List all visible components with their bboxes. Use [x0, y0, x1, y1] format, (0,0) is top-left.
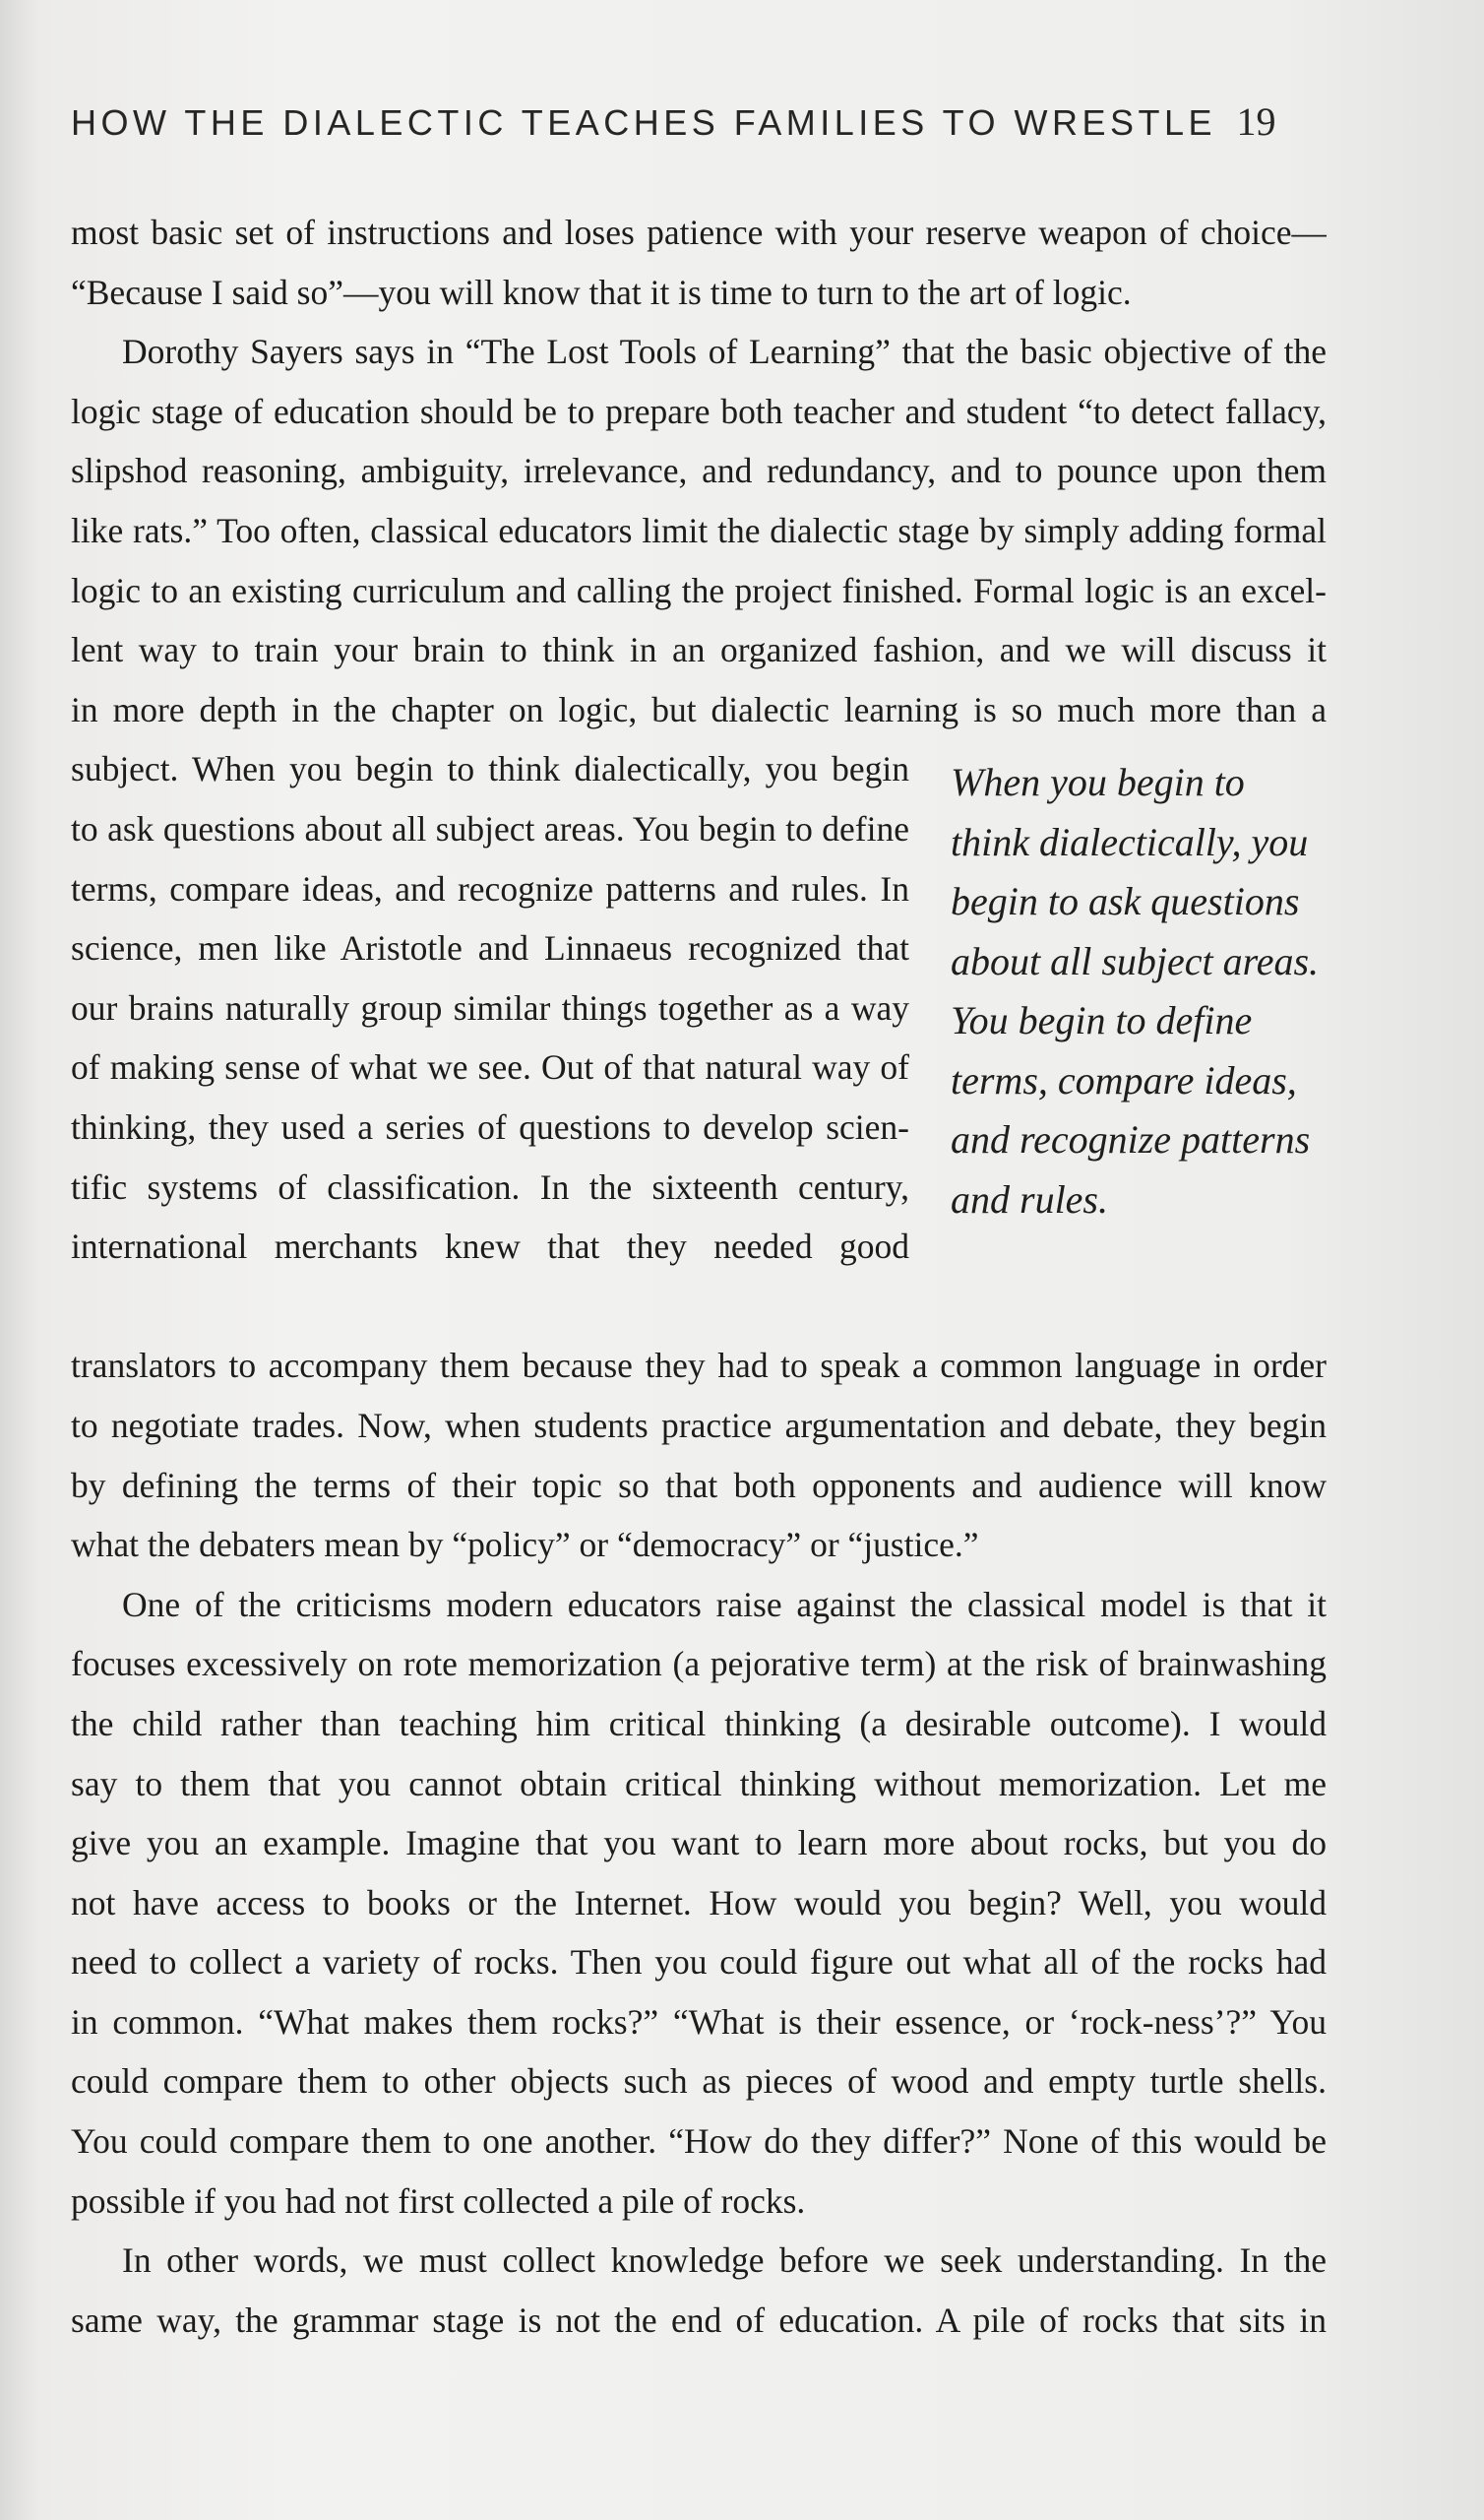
pull-quote-line: and rules.	[951, 1176, 1108, 1222]
text-line: our brains naturally group similar things together as a way	[71, 987, 909, 1028]
text-line: subject. When you begin to think dialectically, you begin	[71, 749, 909, 789]
text-line: like rats.” Too often, classical educators limit the dialectic stage by simply adding formal	[71, 510, 1327, 550]
text-line: Dorothy Sayers says in “The Lost Tools of Learning” that the basic objective of the	[122, 332, 1327, 372]
pull-quote-line: think dialectically, you	[951, 819, 1309, 864]
pull-quote	[951, 753, 1344, 1229]
text-line: the child rather than teaching him critical thinking (a desirable outcome). I would	[71, 1703, 1327, 1743]
text-line: of making sense of what we see. Out of that natural way of	[71, 1047, 909, 1088]
text-line: need to collect a variety of rocks. Then you could figure out what all of the rocks had	[71, 1942, 1327, 1983]
text-line: international merchants knew that they needed good	[71, 1227, 909, 1267]
text-line: by defining the terms of their topic so that both opponents and audience will know	[71, 1465, 1327, 1505]
wrapped-column	[71, 739, 909, 1276]
text-wrap-region	[71, 739, 1327, 1336]
pull-quote-line: about all subject areas.	[951, 938, 1320, 983]
text-line: science, men like Aristotle and Linnaeus recognized that	[71, 928, 909, 969]
text-line: not have access to books or the Internet. How would you begin? Well, you would	[71, 1882, 1327, 1922]
text-line: possible if you had not first collected a pile of rocks.	[71, 2180, 806, 2221]
body-text	[71, 203, 1327, 2350]
paragraph-4	[71, 2231, 1327, 2350]
text-line: You could compare them to one another. “How do they differ?” None of this would be	[71, 2121, 1327, 2162]
text-line: slipshod reasoning, ambiguity, irrelevance, and redundancy, and to pounce upon them	[71, 451, 1327, 491]
text-line: say to them that you cannot obtain critical thinking without memorization. Let me	[71, 1763, 1327, 1803]
text-line: logic stage of education should be to prepare both teacher and student “to detect fallacy,	[71, 391, 1327, 431]
pull-quote-line: and recognize patterns	[951, 1117, 1311, 1163]
text-line: lent way to train your brain to think in an organized fashion, and we will discuss it	[71, 630, 1327, 670]
text-line: what the debaters mean by “policy” or “democracy” or “justice.”	[71, 1525, 979, 1565]
text-line: same way, the grammar stage is not the end of education. A pile of rocks that sits in	[71, 2300, 1327, 2340]
text-line: thinking, they used a series of questions to develop scien-	[71, 1106, 909, 1147]
paragraph-1	[71, 203, 1327, 322]
text-line: terms, compare ideas, and recognize patterns and rules. In	[71, 868, 909, 909]
pull-quote-line: When you begin to	[951, 760, 1245, 805]
text-line: In other words, we must collect knowledge before we seek understanding. In the	[122, 2240, 1327, 2281]
pull-quote-line: You begin to define	[951, 998, 1253, 1043]
text-line: could compare them to other objects such as pieces of wood and empty turtle shells.	[71, 2061, 1327, 2102]
text-line: in more depth in the chapter on logic, but dialectic learning is so much more than a	[71, 689, 1327, 729]
running-head	[71, 98, 1330, 145]
text-line: give you an example. Imagine that you want to learn more about rocks, but you do	[71, 1823, 1327, 1863]
text-line: logic to an existing curriculum and calling the project finished. Formal logic is an excel-	[71, 570, 1327, 610]
running-head-title: HOW THE DIALECTIC TEACHES FAMILIES TO WRESTLE	[71, 102, 1217, 143]
text-line: “Because I said so”—you will know that it is time to turn to the art of logic.	[71, 272, 1132, 312]
text-line: One of the criticisms modern educators raise against the classical model is that it	[122, 1584, 1327, 1624]
paragraph-2	[71, 322, 1327, 1575]
text-line: tific systems of classification. In the sixteenth century,	[71, 1166, 909, 1207]
pull-quote-line: begin to ask questions	[951, 879, 1300, 924]
pull-quote-line: terms, compare ideas,	[951, 1057, 1297, 1102]
text-line: to negotiate trades. Now, when students practice argumentation and debate, they begin	[71, 1405, 1327, 1445]
text-line: focuses excessively on rote memorization (a pejorative term) at the risk of brainwashing	[71, 1644, 1327, 1684]
text-line: to ask questions about all subject areas. You begin to define	[71, 808, 909, 849]
text-line: translators to accompany them because they had to speak a common language in order	[71, 1346, 1327, 1386]
page-number: 19	[1236, 99, 1276, 144]
text-line: in common. “What makes them rocks?” “What is their essence, or ‘rock-ness’?” You	[71, 2001, 1327, 2042]
paragraph-3	[71, 1575, 1327, 2232]
text-line: most basic set of instructions and loses patience with your reserve weapon of choice—	[71, 213, 1327, 252]
